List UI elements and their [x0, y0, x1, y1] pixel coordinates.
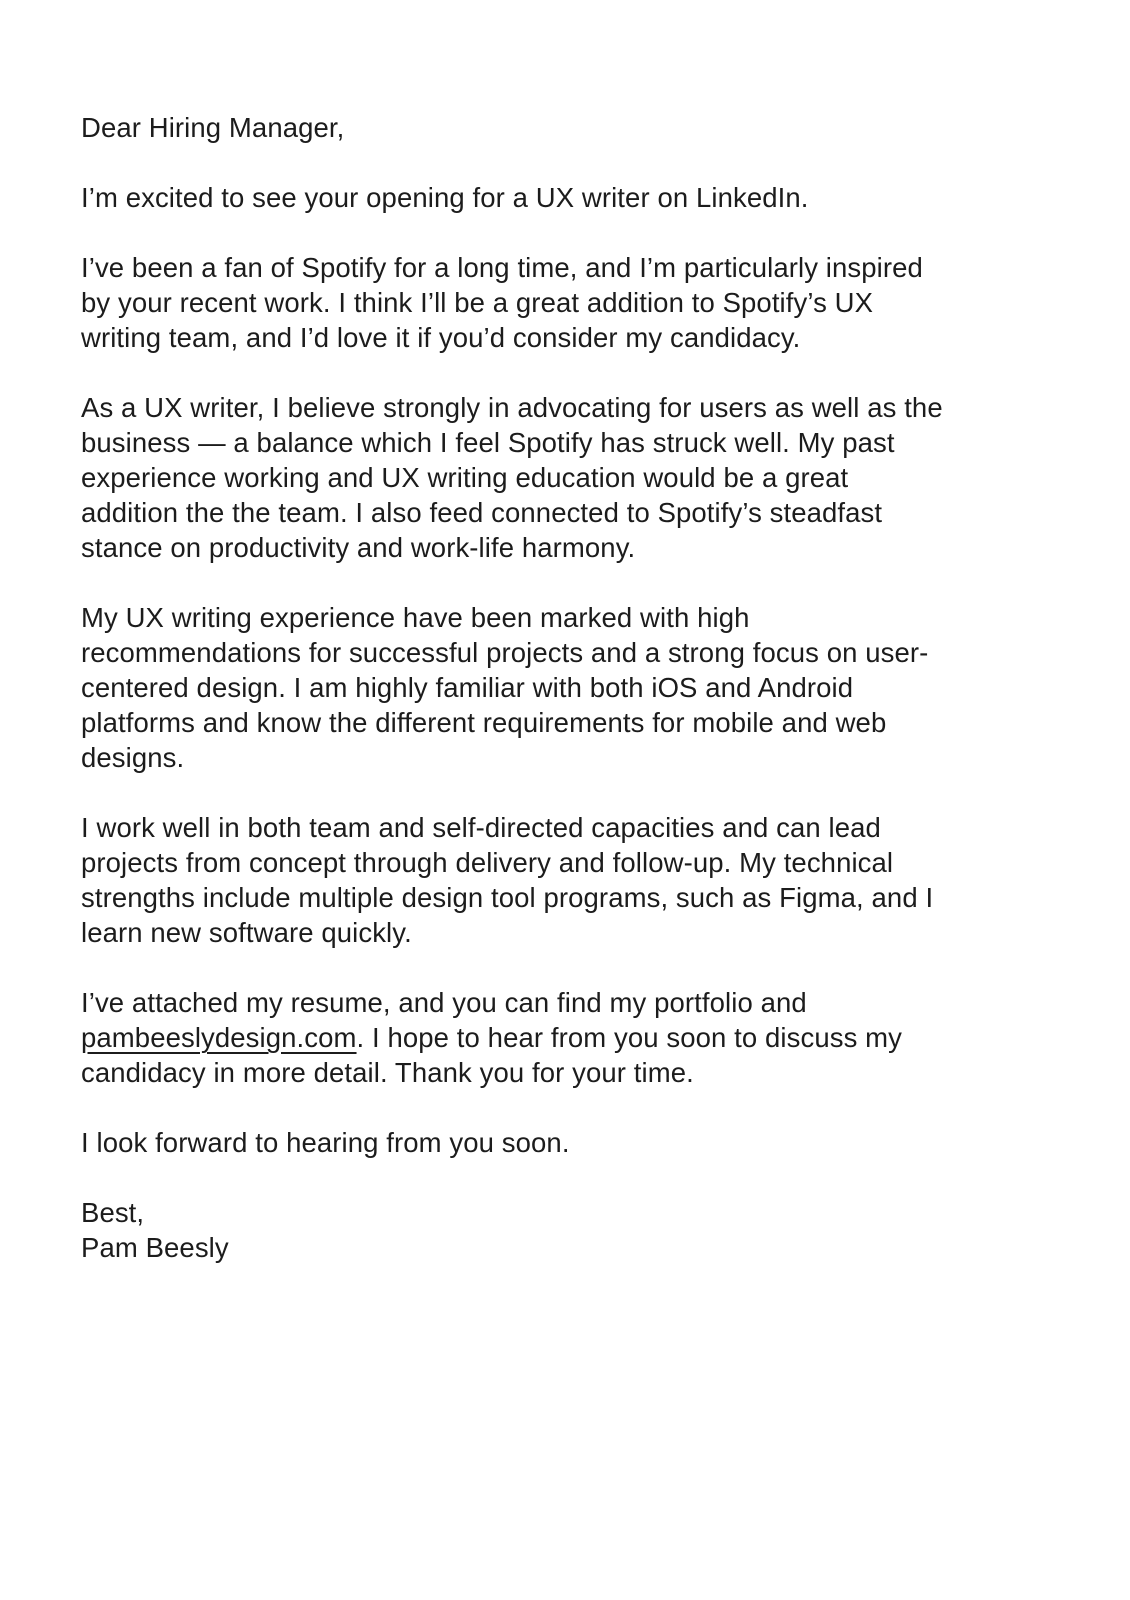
paragraph-line: recommendations for successful projects and a strong focus on user- — [81, 637, 929, 668]
paragraph-line: I’ve been a fan of Spotify for a long time, and I’m particularly inspired — [81, 252, 923, 283]
paragraph-line: projects from concept through delivery and follow-up. My technical — [81, 847, 894, 878]
cover-letter — [81, 110, 1046, 1265]
greeting-line: Dear Hiring Manager, — [81, 112, 345, 143]
paragraph-line: strengths include multiple design tool programs, such as Figma, and I — [81, 882, 934, 913]
paragraph-line: I’m excited to see your opening for a UX writer on LinkedIn. — [81, 182, 809, 213]
paragraph-line-with-link — [81, 1020, 1046, 1055]
paragraph-line: learn new software quickly. — [81, 917, 412, 948]
paragraph-line: centered design. I am highly familiar with both iOS and Android — [81, 672, 854, 703]
paragraph-line: business — a balance which I feel Spotify has struck well. My past — [81, 427, 895, 458]
signoff: Best, — [81, 1197, 145, 1228]
paragraph-belief — [81, 390, 1046, 565]
paragraph-line: experience working and UX writing education would be a great — [81, 462, 849, 493]
paragraph-closing — [81, 1125, 1046, 1160]
paragraph-line: by your recent work. I think I’ll be a great addition to Spotify’s UX — [81, 287, 874, 318]
paragraph-line: platforms and know the different requirements for mobile and web — [81, 707, 887, 738]
paragraph-skills — [81, 810, 1046, 950]
link-trailing-text: . I hope to hear from you soon to discuss my — [356, 1022, 903, 1053]
paragraph-line: As a UX writer, I believe strongly in advocating for users as well as the — [81, 392, 943, 423]
signature-block — [81, 1195, 1046, 1265]
portfolio-link[interactable]: pambeeslydesign.com — [81, 1022, 357, 1053]
paragraph-intro — [81, 180, 1046, 215]
paragraph-attachments — [81, 985, 1046, 1090]
paragraph-line: designs. — [81, 742, 185, 773]
paragraph-experience — [81, 600, 1046, 775]
paragraph-line: My UX writing experience have been marked with high — [81, 602, 750, 633]
paragraph-line: addition the the team. I also feed connected to Spotify’s steadfast — [81, 497, 883, 528]
paragraph-line: I work well in both team and self-directed capacities and can lead — [81, 812, 881, 843]
signature-name: Pam Beesly — [81, 1232, 229, 1263]
paragraph-line: I look forward to hearing from you soon. — [81, 1127, 570, 1158]
greeting — [81, 110, 1046, 145]
paragraph-fan — [81, 250, 1046, 355]
paragraph-line: I’ve attached my resume, and you can find my portfolio and — [81, 987, 807, 1018]
paragraph-line: candidacy in more detail. Thank you for your time. — [81, 1057, 694, 1088]
paragraph-line: stance on productivity and work-life harmony. — [81, 532, 636, 563]
paragraph-line: writing team, and I’d love it if you’d consider my candidacy. — [81, 322, 801, 353]
